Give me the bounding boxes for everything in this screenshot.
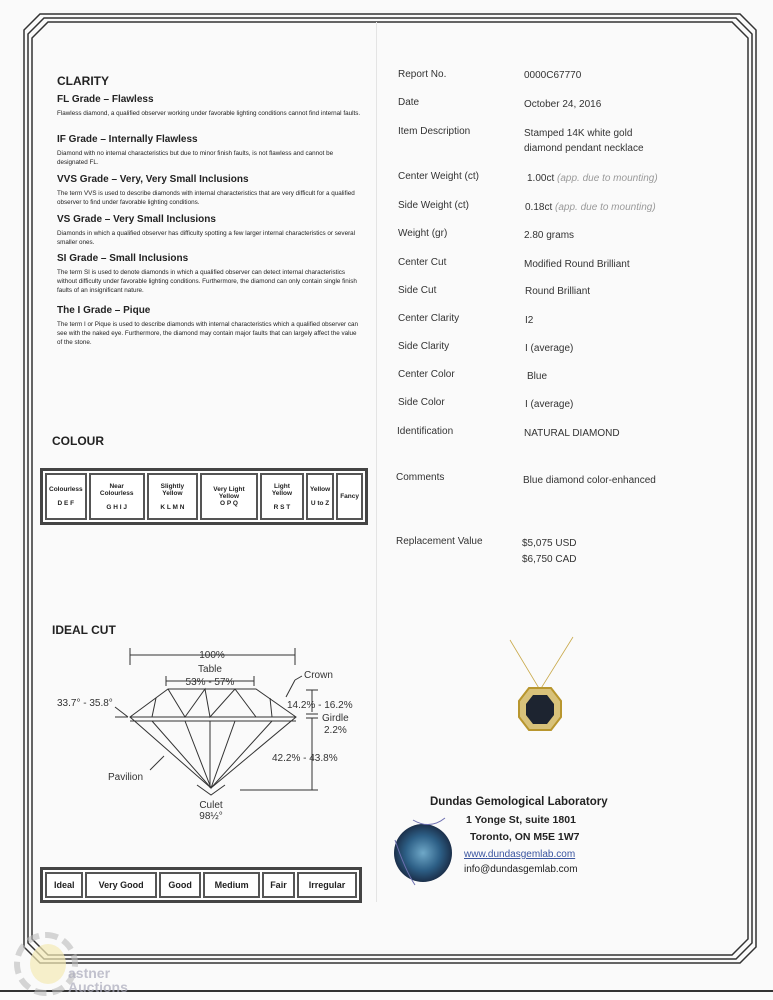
table-label: Table [198, 664, 222, 675]
report-label: Side Clarity [398, 341, 450, 352]
report-label: Side Cut [398, 285, 437, 296]
colour-cell: Yellow U to Z [306, 473, 334, 520]
cut-cell: Medium [203, 872, 260, 898]
grade-text: The term VVS is used to describe diamonds with internal characteristics that are very difficult for a qualified observer to find under favorable lighting conditions. [57, 190, 355, 206]
grade-text: Flawless diamond, a qualified observer working under favorable lighting conditions cannot find internal faults. [57, 110, 361, 117]
grade-text: Diamond with no internal characteristics but due to minor finish faults, is not flawless and cannot be designated FL. [57, 150, 334, 166]
report-value: Blue diamond color-enhanced [523, 475, 656, 486]
crown-angle-label: 33.7° - 35.8° [57, 698, 113, 709]
girdle-value: 2.2% [324, 725, 347, 736]
pavilion-label: Pavilion [108, 772, 144, 783]
report-value: 1.00ct (app. due to mounting) [527, 173, 658, 184]
ideal-cut-title: IDEAL CUT [52, 623, 116, 637]
cut-cell: Ideal [45, 872, 83, 898]
colour-cell: Slightly Yellow K L M N [147, 473, 198, 520]
report-label: Comments [396, 472, 445, 483]
report-value: Round Brilliant [525, 286, 591, 297]
clarity-title: CLARITY [57, 74, 109, 88]
grade-heading: VVS Grade – Very, Very Small Inclusions [57, 174, 249, 185]
crown-height-label: 14.2% - 16.2% [287, 700, 353, 711]
lab-name: Dundas Gemological Laboratory [430, 796, 608, 808]
girdle-label: Girdle [322, 713, 349, 724]
colour-cell: Very Light Yellow O P Q [200, 473, 258, 520]
report-value: I (average) [525, 399, 574, 410]
lab-address-line2: Toronto, ON M5E 1W7 [470, 831, 580, 843]
colour-scale-table [40, 468, 368, 525]
report-value: Modified Round Brilliant [524, 259, 630, 270]
report-value: October 24, 2016 [524, 99, 602, 110]
grade-heading: VS Grade – Very Small Inclusions [57, 214, 216, 225]
report-value: I2 [525, 315, 534, 326]
grade-heading: IF Grade – Internally Flawless [57, 134, 198, 145]
report-label: Date [398, 97, 420, 108]
report-label: Center Cut [398, 257, 447, 268]
lab-website-link[interactable]: www.dundasgemlab.com [464, 849, 576, 860]
grade-heading: FL Grade – Flawless [57, 94, 154, 105]
culet-label: Culet [199, 800, 223, 811]
grade-text: The term SI is used to denote diamonds in which a qualified observer can detect internal characteristics without difficulty under favorable lighting conditions. Furthermore, the diamond can only contain single finish faults of an insignificant nature. [57, 269, 357, 294]
culet-angle-label: 98½° [199, 811, 223, 822]
hologram-seal-icon [385, 810, 455, 890]
diamond-cut-diagram [40, 640, 370, 825]
cut-cell: Very Good [85, 872, 156, 898]
report-value: Stamped 14K white gold diamond pendant necklace [524, 128, 644, 154]
colour-cell: Colourless D E F [45, 473, 87, 520]
report-label: Side Color [398, 397, 445, 408]
crown-label: Crown [304, 670, 333, 681]
lab-address-line1: 1 Yonge St, suite 1801 [466, 814, 576, 826]
report-value: 0000C67770 [524, 70, 582, 81]
colour-cell: Light Yellow R S T [260, 473, 304, 520]
report-label: Item Description [398, 126, 471, 137]
cut-cell: Irregular [297, 872, 357, 898]
cut-cell: Good [159, 872, 201, 898]
colour-title: COLOUR [52, 434, 104, 448]
report-label: Weight (gr) [398, 228, 448, 239]
kastner-auctions-watermark: astner Auctions [12, 930, 112, 998]
report-label: Report No. [398, 69, 447, 80]
report-label: Center Weight (ct) [398, 171, 479, 182]
report-value: 2.80 grams [524, 230, 575, 241]
report-value: I (average) [525, 343, 574, 354]
report-label: Center Color [398, 369, 455, 380]
lab-email: info@dundasgemlab.com [464, 864, 578, 875]
colour-cell: Near Colourless G H I J [89, 473, 145, 520]
grade-text: Diamonds in which a qualified observer has difficulty spotting a few larger internal characteristics or several smaller ones. [57, 230, 356, 246]
cut-cell: Fair [262, 872, 295, 898]
colour-cell: Fancy [336, 473, 363, 520]
report-value: Blue [527, 371, 548, 382]
width-label: 100% [199, 650, 225, 661]
cut-scale-table [40, 867, 362, 903]
grade-heading: SI Grade – Small Inclusions [57, 253, 189, 264]
replacement-label: Replacement Value [396, 536, 483, 547]
replacement-usd: $5,075 USD [522, 538, 577, 549]
table-range-label: 53% - 57% [185, 677, 235, 688]
pavilion-depth-label: 42.2% - 43.8% [272, 753, 338, 764]
report-label: Identification [397, 426, 454, 437]
report-label: Side Weight (ct) [398, 200, 469, 211]
report-value: NATURAL DIAMOND [524, 428, 620, 439]
report-label: Center Clarity [398, 313, 460, 324]
pendant-photo [495, 635, 585, 735]
grade-text: The term I or Pique is used to describe diamonds with internal characteristics which a qualified observer can see with the naked eye. Furthermore, the diamond may contain major faults that can largely affect the value of the stone. [57, 321, 358, 346]
replacement-cad: $6,750 CAD [522, 554, 577, 565]
report-value: 0.18ct (app. due to mounting) [525, 202, 656, 213]
grade-heading: The I Grade – Pique [57, 305, 151, 316]
